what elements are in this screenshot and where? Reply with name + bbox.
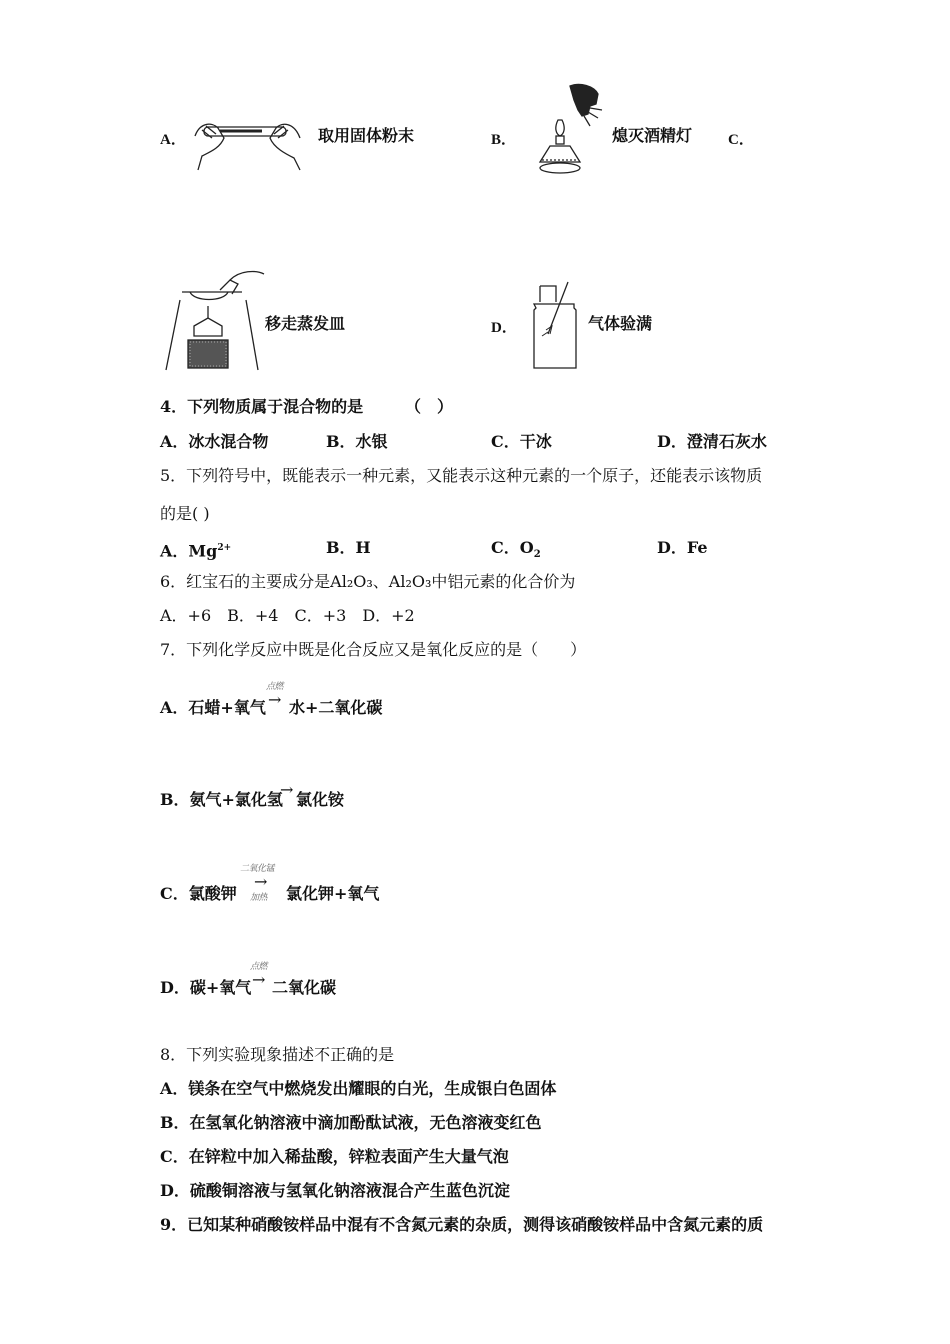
q4-option-c: C．干冰 (491, 432, 552, 451)
q3-c-label: C． (728, 132, 754, 148)
q7-b-right: 氯化铵 (296, 790, 345, 809)
q3-c-text: 移走蒸发皿 (265, 314, 346, 333)
q4-stem: 4．下列物质属于混合物的是 (160, 397, 364, 416)
q6-stem: 6．红宝石的主要成分是Al₂O₃、Al₂O₃中铝元素的化合价为 (160, 572, 576, 591)
q3-b-text: 熄灭酒精灯 (612, 126, 693, 145)
q8-option-b: B．在氢氧化钠溶液中滴加酚酞试液，无色溶液变红色 (160, 1113, 542, 1132)
tripod-evaporating-dish-icon (160, 266, 264, 374)
q4-paren: （ ） (405, 397, 454, 416)
q3-b-label: B． (491, 132, 517, 148)
q3-d-text: 气体验满 (588, 314, 653, 333)
q3-d-label: D． (491, 320, 517, 336)
q3-a-text: 取用固体粉末 (318, 126, 415, 145)
q7-a-right: 水+二氧化碳 (289, 698, 383, 717)
q4-option-a: A．冰水混合物 (160, 432, 269, 451)
q8-option-d: D．硫酸铜溶液与氢氧化钠溶液混合产生蓝色沉淀 (160, 1181, 510, 1200)
q5-option-c: C．$O_2$ (491, 538, 541, 561)
blow-out-alcohol-lamp-icon (528, 82, 608, 178)
q5-option-d: D．Fe (657, 538, 708, 557)
q5-stem-line2: 的是( ) (160, 504, 210, 523)
q7-b-left: B．氨气+氯化氢 (160, 790, 283, 809)
q7-c-condition-top: 二氧化锰 (240, 864, 275, 874)
q7-a-left: A．石蜡+氧气 (160, 698, 266, 717)
q7-c-arrow: → (254, 872, 268, 891)
q4-option-d: D．澄清石灰水 (657, 432, 767, 451)
q7-b-arrow: → (280, 780, 294, 799)
q7-a-condition: 点燃 (266, 682, 284, 692)
q7-d-right: 二氧化碳 (272, 978, 337, 997)
q7-c-condition-bottom: 加热 (250, 893, 268, 903)
gas-bottle-test-icon (528, 282, 584, 372)
q7-d-arrow: → (252, 970, 266, 989)
q8-option-c: C．在锌粒中加入稀盐酸，锌粒表面产生大量气泡 (160, 1147, 509, 1166)
q5-option-a: A．$Mg^{2+}$ (160, 541, 232, 561)
q9-stem: 9．已知某种硝酸铵样品中混有不含氮元素的杂质，测得该硝酸铵样品中含氮元素的质 (160, 1215, 764, 1234)
q5-stem-line1: 5．下列符号中，既能表示一种元素，又能表示这种元素的一个原子，还能表示该物质 (160, 466, 763, 485)
q4-option-b: B．水银 (326, 432, 388, 451)
q7-a-arrow: → (268, 690, 282, 709)
q7-stem: 7．下列化学反应中既是化合反应又是氧化反应的是（ ） (160, 640, 587, 659)
q8-option-a: A．镁条在空气中燃烧发出耀眼的白光，生成银白色固体 (160, 1079, 557, 1098)
test-tube-hands-icon (190, 112, 310, 174)
q5-option-b: B．H (326, 538, 371, 557)
q3-a-label: A． (160, 132, 186, 148)
q6-options: A．+6 B．+4 C．+3 D．+2 (160, 606, 415, 625)
q7-c-right: 氯化钾+氧气 (286, 884, 380, 903)
q8-stem: 8．下列实验现象描述不正确的是 (160, 1045, 395, 1064)
q7-c-left: C．氯酸钾 (160, 884, 237, 903)
q7-d-left: D．碳+氧气 (160, 978, 252, 997)
q7-d-condition: 点燃 (250, 962, 268, 972)
